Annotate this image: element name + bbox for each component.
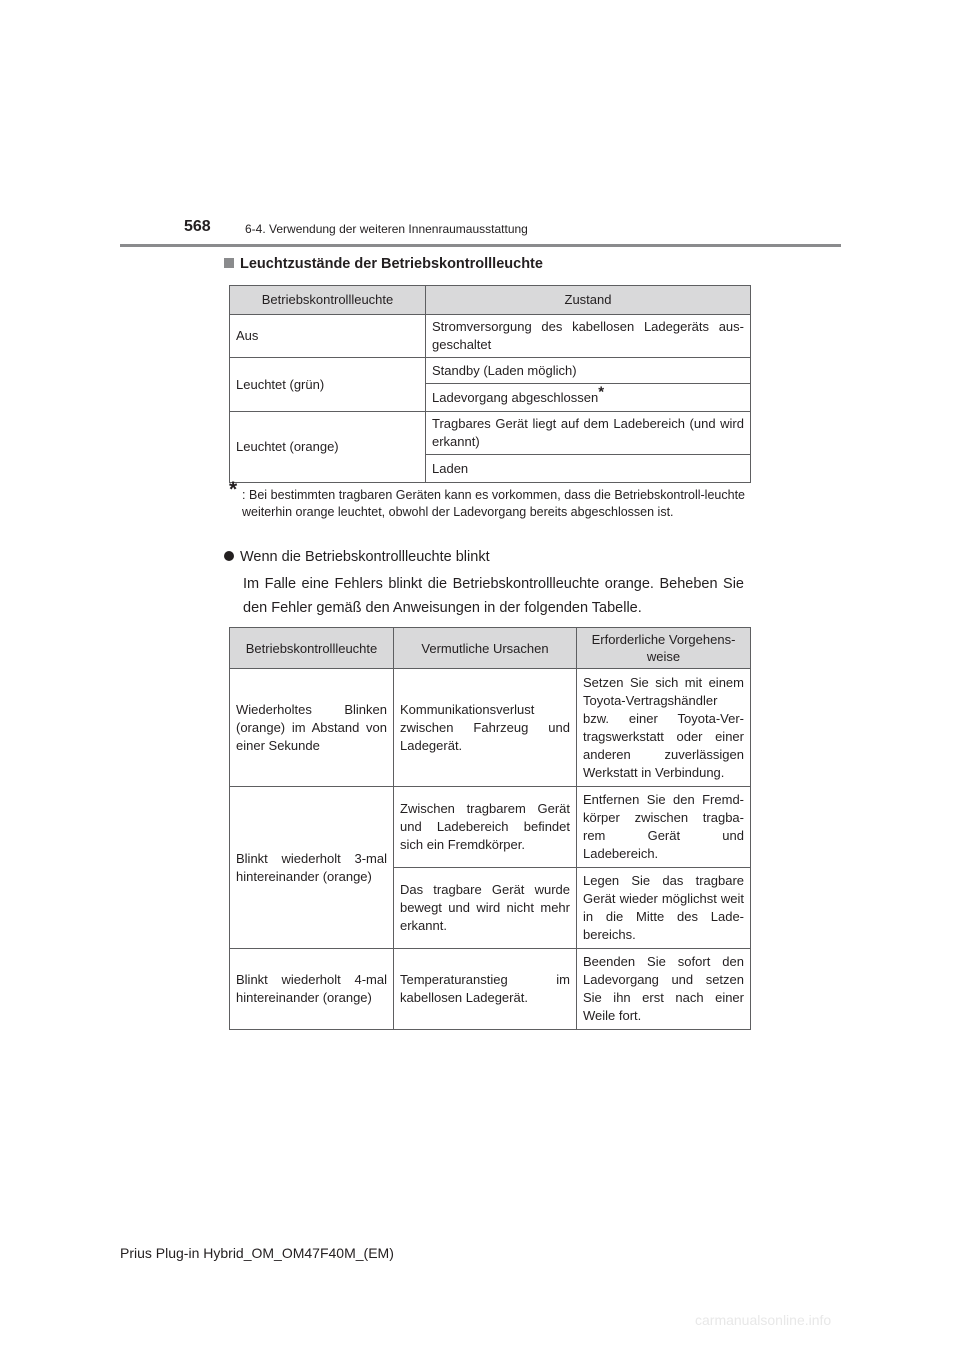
lamp-cell: Leuchtet (orange) bbox=[230, 412, 426, 483]
table-header-row bbox=[230, 286, 751, 315]
table-row bbox=[230, 315, 751, 358]
column-header: Betriebskontrollleuchte bbox=[230, 286, 426, 315]
cause-cell: Zwischen tragbarem Gerät und Ladebereich befindet sich ein Fremdkörper. bbox=[394, 787, 577, 868]
column-header: Betriebskontrollleuchte bbox=[230, 628, 394, 669]
lamp-cell: Leuchtet (grün) bbox=[230, 358, 426, 412]
blinking-causes-table bbox=[229, 627, 751, 1030]
cause-cell: Das tragbare Gerät wurde bewegt und wird nicht mehr erkannt. bbox=[394, 868, 577, 949]
table-row bbox=[230, 787, 751, 868]
table-row bbox=[230, 358, 751, 384]
column-header: Vermutliche Ursachen bbox=[394, 628, 577, 669]
state-cell: Stromversorgung des kabellosen Ladegeräts aus-geschaltet bbox=[426, 315, 751, 358]
heading-text: Leuchtzustände der Betriebskontrollleuchte bbox=[240, 256, 543, 272]
state-cell bbox=[426, 384, 751, 412]
footnote bbox=[229, 478, 745, 521]
column-header: Erforderliche Vorgehens-weise bbox=[577, 628, 751, 669]
round-bullet-icon bbox=[224, 551, 234, 561]
cause-cell: Kommunikationsverlust zwischen Fahrzeug und Ladegerät. bbox=[394, 669, 577, 787]
footnote-text: : Bei bestimmten tragbaren Geräten kann es vorkommen, dass die Betriebskontroll-leuchte weiterhin orange leuchtet, obwohl der Ladevorgang bereits abgeschlossen ist. bbox=[242, 488, 745, 519]
action-cell: Legen Sie das tragbare Gerät wieder möglichst weit in die Mitte des Lade-bereichs. bbox=[577, 868, 751, 949]
footnote-marker: * bbox=[598, 383, 605, 401]
table-row bbox=[230, 949, 751, 1030]
state-cell: Laden bbox=[426, 455, 751, 483]
table-header-row bbox=[230, 628, 751, 669]
page-number: 568 bbox=[184, 218, 211, 235]
action-cell: Entfernen Sie den Fremd-körper zwischen tragba-rem Gerät und Ladebereich. bbox=[577, 787, 751, 868]
bullet-text: Wenn die Betriebskontrollleuchte blinkt bbox=[240, 549, 490, 565]
site-watermark: carmanualsonline.info bbox=[695, 1312, 832, 1328]
table-row bbox=[230, 669, 751, 787]
lamp-cell: Blinkt wiederholt 3-mal hintereinander (orange) bbox=[230, 787, 394, 949]
bullet-heading bbox=[224, 549, 490, 565]
action-cell: Setzen Sie sich mit einem Toyota-Vertragshändler bzw. einer Toyota-Ver-tragswerkstatt oder einer anderen zuverlässigen Werkstatt in Verbindung. bbox=[577, 669, 751, 787]
section-header: 6-4. Verwendung der weiteren Innenraumausstattung bbox=[245, 222, 528, 236]
square-bullet-icon bbox=[224, 258, 234, 268]
state-cell: Standby (Laden möglich) bbox=[426, 358, 751, 384]
lamp-cell: Aus bbox=[230, 315, 426, 358]
action-cell: Beenden Sie sofort den Ladevorgang und setzen Sie ihn erst nach einer Weile fort. bbox=[577, 949, 751, 1030]
header-rule bbox=[120, 244, 841, 247]
state-text: Ladevorgang abgeschlossen bbox=[432, 389, 599, 405]
footnote-star: * bbox=[229, 478, 238, 501]
lamp-cell: Wiederholtes Blinken (orange) im Abstand von einer Sekunde bbox=[230, 669, 394, 787]
state-cell: Tragbares Gerät liegt auf dem Ladebereich (und wird erkannt) bbox=[426, 412, 751, 455]
body-paragraph: Im Falle eine Fehlers blinkt die Betriebskontrollleuchte orange. Beheben Sie den Fehler gemäß den Anweisungen in der folgenden Tabelle. bbox=[243, 576, 744, 616]
section-heading bbox=[224, 256, 543, 272]
cause-cell: Temperaturanstieg im kabellosen Ladegerät. bbox=[394, 949, 577, 1030]
lamp-cell: Blinkt wiederholt 4-mal hintereinander (orange) bbox=[230, 949, 394, 1030]
document-footer: Prius Plug-in Hybrid_OM_OM47F40M_(EM) bbox=[120, 1245, 394, 1261]
lamp-status-table bbox=[229, 285, 751, 483]
table-row bbox=[230, 412, 751, 455]
column-header: Zustand bbox=[426, 286, 751, 315]
